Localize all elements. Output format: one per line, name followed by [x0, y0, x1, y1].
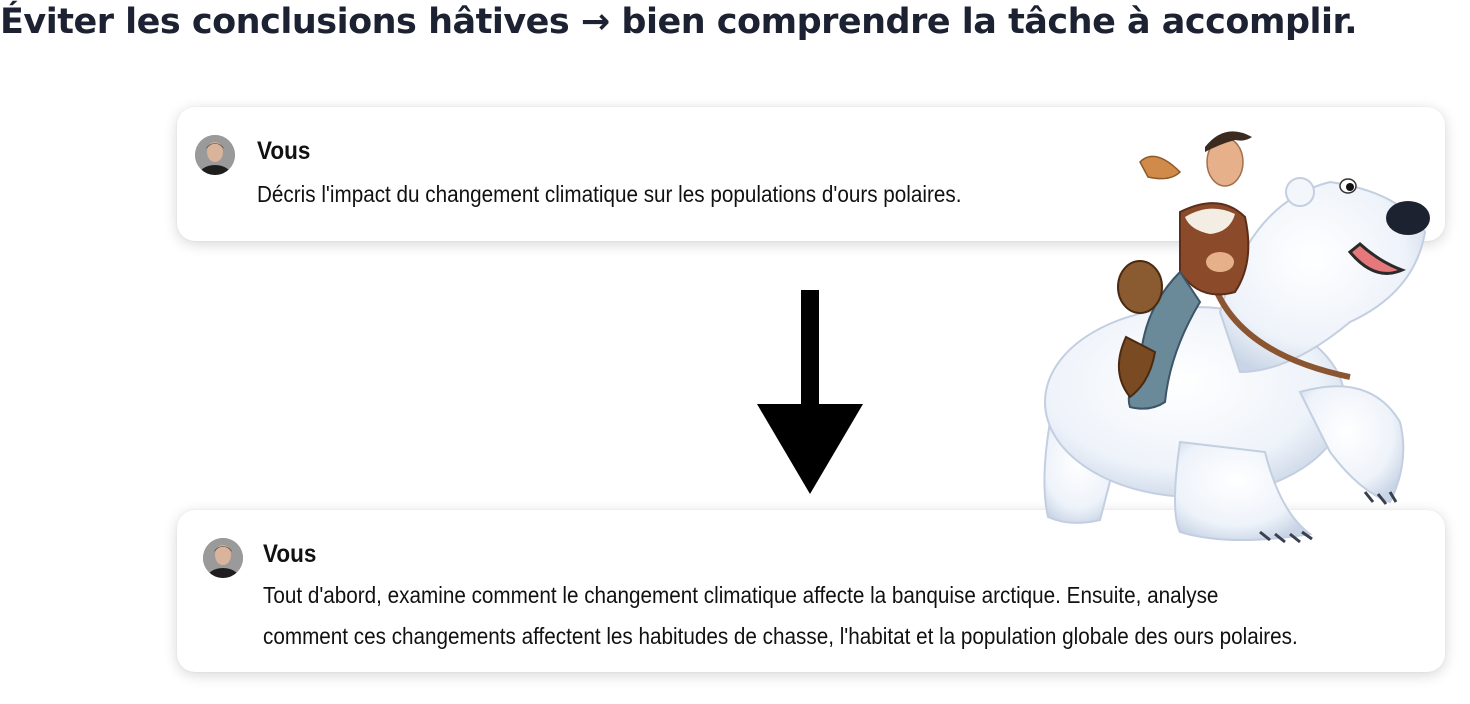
arrow-down-icon — [757, 290, 863, 496]
explorer-riding-polar-bear — [1030, 122, 1440, 552]
user-avatar — [195, 135, 235, 175]
prompt-text — [263, 575, 1442, 657]
author-name: Vous — [263, 540, 317, 568]
page-heading: Éviter les conclusions hâtives → bien comprendre la tâche à accomplir. — [0, 2, 1358, 42]
prompt-text-line: Tout d'abord, examine comment le changement climatique affecte la banquise arctique. Ensuite, analyse — [263, 582, 1219, 608]
author-name: Vous — [257, 137, 311, 165]
user-avatar — [203, 538, 243, 578]
prompt-text: Décris l'impact du changement climatique sur les populations d'ours polaires. — [257, 181, 962, 207]
prompt-text-line: comment ces changements affectent les habitudes de chasse, l'habitat et la population globale des ours polaires. — [263, 623, 1298, 649]
